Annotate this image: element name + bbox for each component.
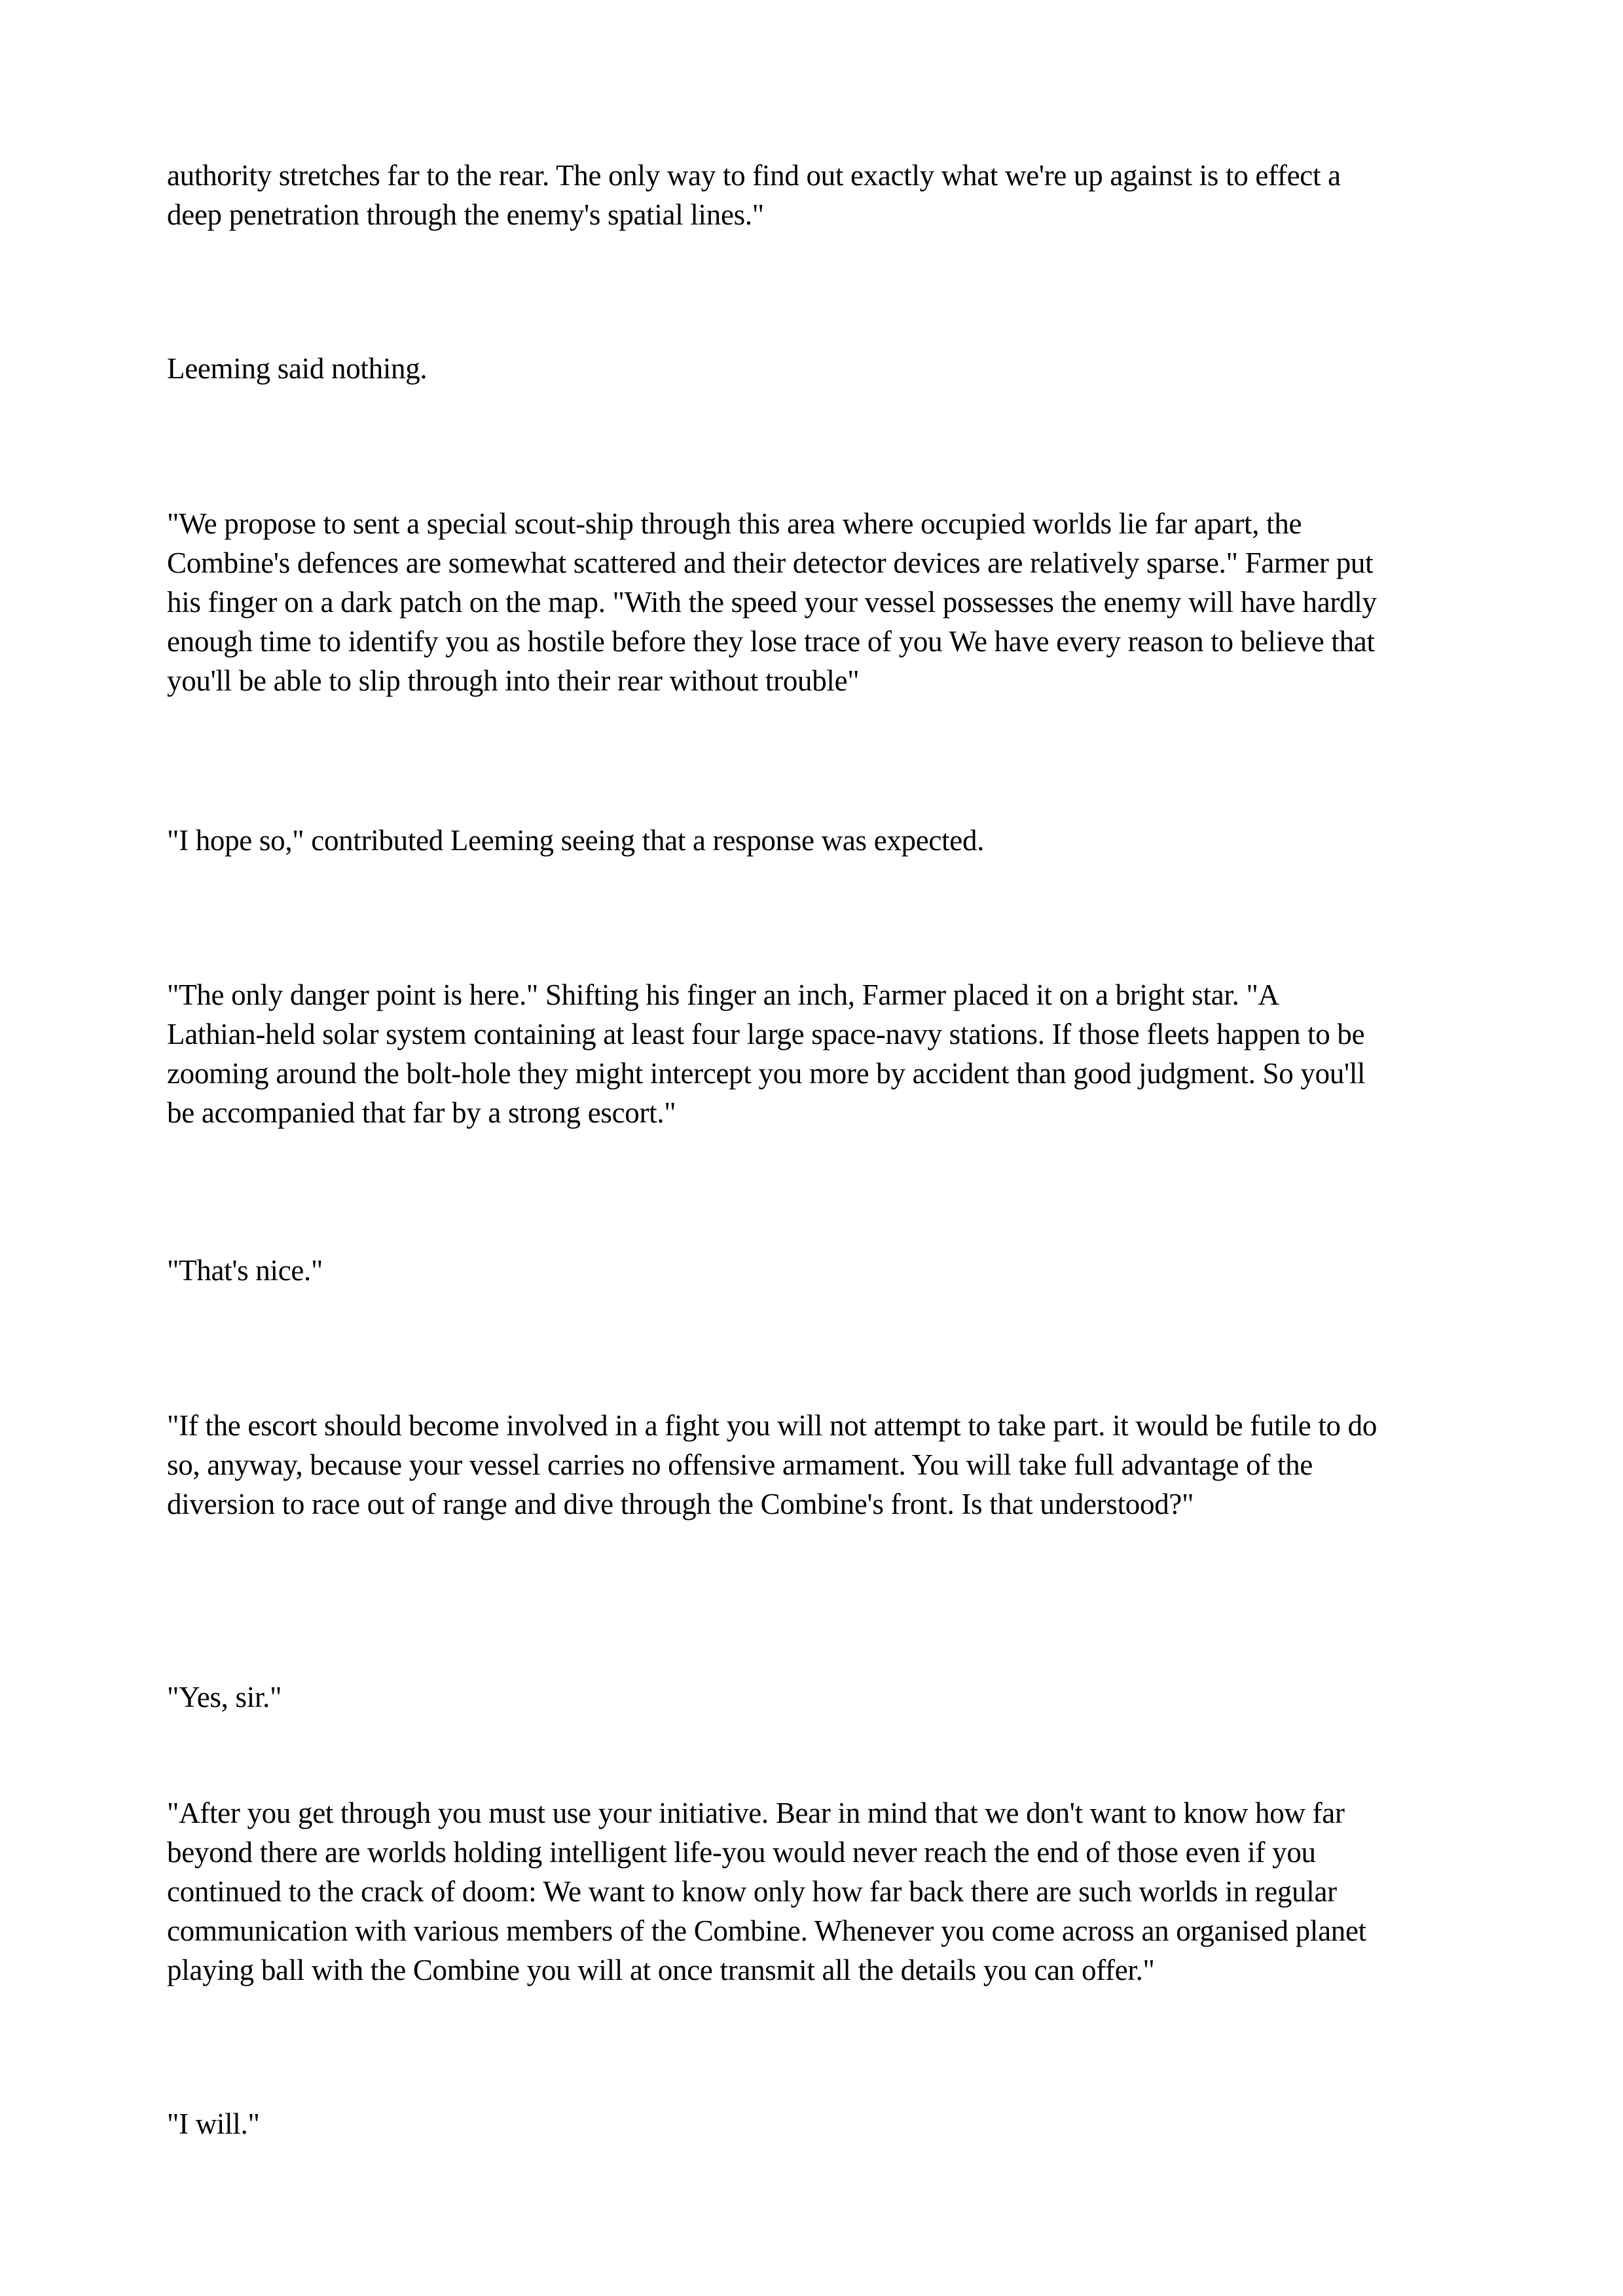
paragraph-8: "Yes, sir." bbox=[167, 1681, 282, 1713]
paragraph-4: "I hope so," contributed Leeming seeing that a response was expected. bbox=[167, 824, 985, 857]
paragraph-3: "We propose to sent a special scout-ship through this area where occupied worlds lie far apart, the Combine's defences are somewhat scattered and their detector devices are relatively sparse." Farmer put his finger on a dark patch on the map. "With the speed your vessel possesses the enemy will have hardly enough time to identify you as hostile before they lose trace of you We have every reason to believe that you'll be able to slip through into their rear without trouble" bbox=[167, 507, 1377, 697]
paragraph-2: Leeming said nothing. bbox=[167, 352, 428, 385]
paragraph-7: "If the escort should become involved in a fight you will not attempt to take part. it would be futile to do so, anyway, because your vessel carries no offensive armament. You will take full advantage of the diversion to race out of range and dive through the Combine's front. Is that understood?" bbox=[167, 1409, 1377, 1520]
paragraph-1: authority stretches far to the rear. The only way to find out exactly what we're up against is to effect a deep penetration through the enemy's spatial lines." bbox=[167, 159, 1341, 231]
paragraph-9: "After you get through you must use your initiative. Bear in mind that we don't want to know how far beyond there are worlds holding intelligent life-you would never reach the end of those even if you continued to the crack of doom: We want to know only how far back there are such worlds in regular communication with various members of the Combine. Whenever you come across an organised planet playing ball with the Combine you will at once transmit all the details you can offer." bbox=[167, 1797, 1366, 1986]
paragraph-5: "The only danger point is here." Shifting his finger an inch, Farmer placed it on a bright star. "A Lathian-held solar system containing at least four large space-navy stations. If those fleets happen to be zooming around the bolt-hole they might intercept you more by accident than good judgment. So you'll be accompanied that far by a strong escort." bbox=[167, 978, 1366, 1129]
paragraph-6: "That's nice." bbox=[167, 1254, 323, 1287]
paragraph-10: "I will." bbox=[167, 2108, 260, 2140]
